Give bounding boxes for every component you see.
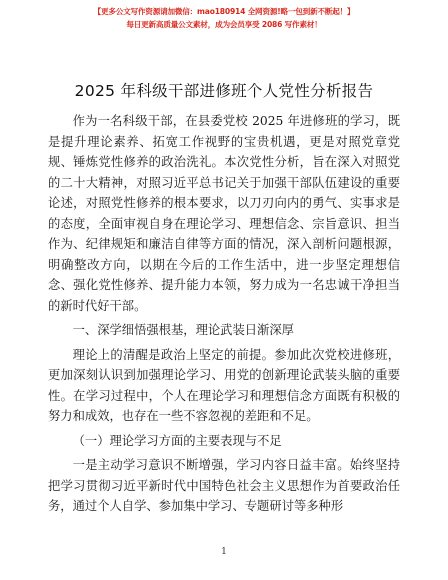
promo-banner-line-1: 【更多公文写作资源请加微信：mao180914 全网资源!略一包到新不断起！】: [93, 7, 355, 16]
subsection-1-paragraph: 一是主动学习意识不断增强，学习内容日益丰富。始终坚持把学习贯彻习近平新时代中国特色社会主义思想作为首要政治任务，通过个人自学、参加集中学习、专题研讨等多种形: [48, 458, 400, 513]
page-number: 1: [221, 547, 227, 557]
subsection-heading-1: （一）理论学习方面的主要表现与不足: [72, 433, 282, 448]
intro-paragraph: 作为一名科级干部，在县委党校 2025 年进修班的学习，既是提升理论素养、拓宽工作视野的宝贵机遇，更是对照党章党规、锤炼党性修养的政治洗礼。本次党性分析，旨在深入对照党的二十大精神，对照习近平总书记关于加强干部队伍建设的重要论述，对照党性修养的根本要求，以刀刃向内的勇气、实事求是的态度，全面审视自身在理论学习、理想信念、宗旨意识、担当作为、纪律规矩和廉洁自律等方面的情况，深入剖析问题根源，明确整改方向，以期在今后的工作生活中，进一步坚定理想信念、强化党性修养、提升能力本领，努力成为一名忠诚干净担当的新时代好干部。: [48, 114, 400, 313]
section-heading-1: 一、深学细悟强根基，理论武装日渐深厚: [72, 323, 294, 337]
document-body: [48, 111, 400, 517]
document-title: 2025 年科级干部进修班个人党性分析报告: [74, 82, 374, 100]
promo-banner-line-2: 每日更新高质量公文素材，成为会员享受 2086 写作素材！: [126, 20, 322, 29]
section-1-paragraph: 理论上的清醒是政治上坚定的前提。参加此次党校进修班，更加深刻认识到加强理论学习、用党的创新理论武装头脑的重要性。在学习过程中，个人在理论学习和理想信念方面既有积极的努力和成效，也存在一些不容忽视的差距和不足。: [48, 347, 400, 423]
